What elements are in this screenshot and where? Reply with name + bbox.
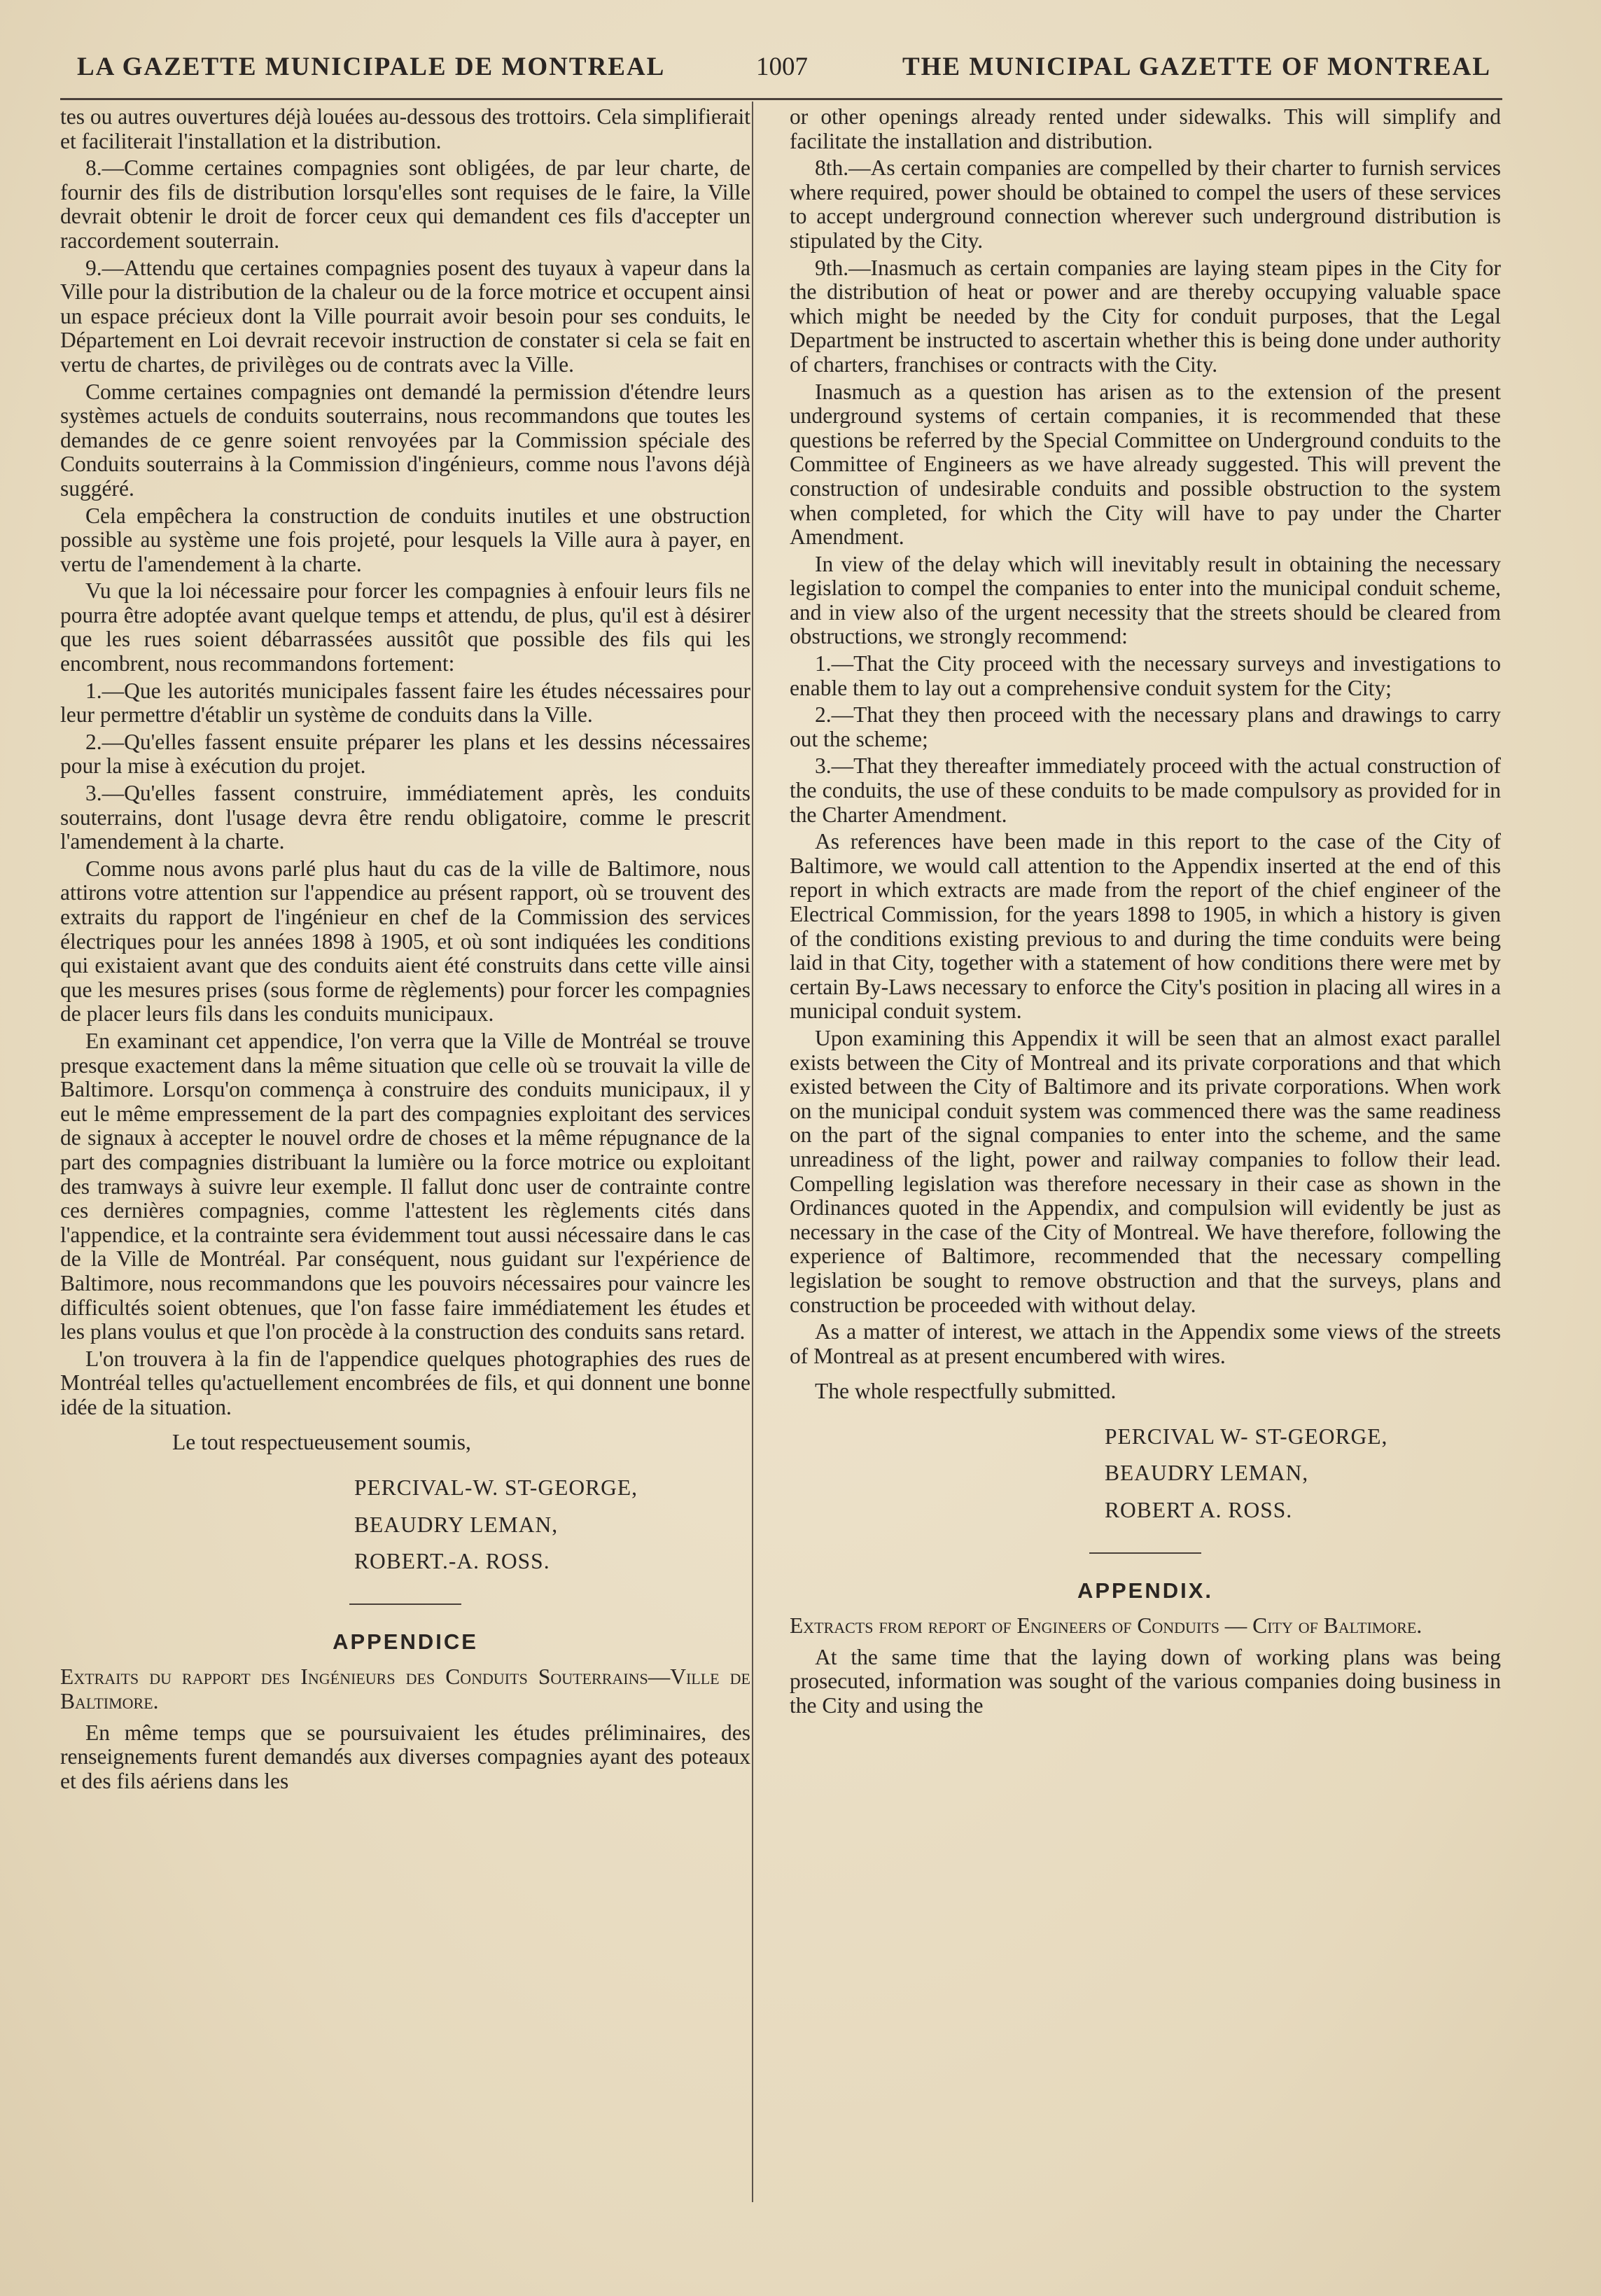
paragraph: Vu que la loi nécessaire pour forcer les compagnies à enfouir leurs fils ne pourra être adoptée avant quelque temps et attendu, de plus, qu'il est à désirer que les rues soient débarrassées aussitôt que possible des fils qui les encombrent, nous recommandons fortement: (60, 578, 750, 676)
header-title-french: LA GAZETTE MUNICIPALE DE MONTREAL (77, 53, 666, 81)
paragraph: 3.—Qu'elles fassent construire, immédiatement après, les conduits souterrains, dont l'usage devra être rendu obligatoire, comme le prescrit l'amendement à la charte. (60, 781, 750, 854)
closing-line: The whole respectfully submitted. (815, 1379, 1117, 1404)
signature: ROBERT.-A. ROSS. (354, 1549, 550, 1574)
paragraph: L'on trouvera à la fin de l'appendice quelques photographies des rues de Montréal telles qu'actuellement encombrées de fils, et qui donnent une bonne idée de la situation. (60, 1346, 750, 1419)
paragraph: 1.—Que les autorités municipales fassent faire les études nécessaires pour leur permettre d'établir un système de conduits dans la Ville. (60, 678, 750, 728)
page-header (77, 46, 1491, 95)
appendix-subtitle: Extraits du rapport des Ingénieurs des Conduits Souterrains—Ville de Baltimore. (60, 1664, 750, 1714)
paragraph: En examinant cet appendice, l'on verra que la Ville de Montréal se trouve presque exactement dans la même situation que celle où se trouvait la ville de Baltimore. Lorsqu'on commença à construire des conduits municipaux, il y eut le même empressement de la part des compagnies exploitant des services de signaux à accepter le nouvel ordre de choses et la même répugnance de la part des compagnies distribuant la lumière ou la force motrice ou exploitant des tramways à suivre leur exemple. Il fallut donc user de contrainte contre ces dernières compagnies, comme l'attestent les règlements cités dans l'appendice, et la contrainte sera évidemment tout aussi nécessaire dans le cas de la Ville de Montréal. Par conséquent, nous guidant sur l'expérience de Baltimore, nous recommandons que les pouvoirs nécessaires pour vaincre les difficultés soient obtenues, que l'on fasse faire immédiatement les études et les plans voulus et que l'on procède à la construction des conduits sans retard. (60, 1028, 750, 1344)
paragraph: Upon examining this Appendix it will be seen that an almost exact parallel exists between the City of Montreal and its private corporations and that which existed between the City of Baltimore and its private corporations. When work on the municipal conduit system was commenced there was the same readiness on the part of the signal companies to enter into the scheme, and the same unreadiness of the light, power and railway companies to follow their lead. Compelling legislation was therefore necessary in their case as shown in the Ordinances quoted in the Appendix, and compulsion will evidently be just as necessary in the case of the City of Montreal. We have therefore, following the experience of Baltimore, recommended that the necessary compelling legislation be sought to remove obstruction and that the surveys, plans and construction be proceeded with without delay. (790, 1025, 1501, 1317)
appendix-title: APPENDICE (333, 1629, 478, 1654)
paragraph: Comme nous avons parlé plus haut du cas de la ville de Baltimore, nous attirons votre attention sur l'appendice au présent rapport, où se trouvent des extraits du rapport de l'ingénieur en chef de la Commission des services électriques pour les années 1898 à 1905, et où sont indiquées les conditions qui existaient avant que des conduits aient été construits dans cette ville ainsi que les mesures prises (sous forme de règlements) pour forcer les compagnies de placer leurs fils dans les conduits municipaux. (60, 856, 750, 1027)
signature: PERCIVAL W- ST-GEORGE, (1105, 1424, 1388, 1449)
signature: BEAUDRY LEMAN, (1105, 1461, 1309, 1486)
paragraph: Cela empêchera la construction de conduits inutiles et une obstruction possible au système une fois projeté, pour lesquels la Ville aura à payer, en vertu de l'amendement à la charte. (60, 503, 750, 576)
paragraph: or other openings already rented under sidewalks. This will simplify and facilitate the installation and distribution. (790, 104, 1501, 153)
appendix-subtitle: Extracts from report of Engineers of Conduits — City of Baltimore. (790, 1613, 1422, 1638)
signature: ROBERT A. ROSS. (1105, 1498, 1293, 1523)
paragraph: 1.—That the City proceed with the necessary surveys and investigations to enable them to lay out a comprehensive conduit system for the City; (790, 651, 1501, 700)
paragraph: 9th.—Inasmuch as certain companies are laying steam pipes in the City for the distribution of heat or power and are thereby occupying valuable space which might be needed by the City for conduit purposes, that the Legal Department be instructed to ascertain whether this is being done under authority of charters, franchises or contracts with the City. (790, 255, 1501, 377)
paragraph: As references have been made in this report to the case of the City of Baltimore, we would call attention to the Appendix inserted at the end of this report in which extracts are made from the report of the chief engineer of the Electrical Commission, for the years 1898 to 1905, in which a history is given of the conditions existing previous to and during the time conduits were being laid in that City, together with a statement of how conditions there were met by certain By-Laws necessary to enforce the City's position in placing all wires in a municipal conduit system. (790, 829, 1501, 1024)
closing-line: Le tout respectueusement soumis, (172, 1430, 471, 1455)
paragraph: 2.—That they then proceed with the necessary plans and drawings to carry out the scheme; (790, 702, 1501, 751)
paragraph: Comme certaines compagnies ont demandé la permission d'étendre leurs systèmes actuels de conduits souterrains, nous recommandons que toutes les demandes de ce genre soient renvoyées par la Commission spéciale des Conduits souterrains à la Commission d'ingénieurs, comme nous l'avons déjà suggéré. (60, 379, 750, 501)
paragraph: En même temps que se poursuivaient les études préliminaires, des renseignements furent demandés aux diverses compagnies ayant des poteaux et des fils aériens dans les (60, 1720, 750, 1793)
paragraph: tes ou autres ouvertures déjà louées au-dessous des trottoirs. Cela simplifierait et faciliterait l'installation et la distribution. (60, 104, 750, 153)
section-rule (349, 1603, 461, 1605)
paragraph: 3.—That they thereafter immediately proceed with the actual construction of the conduits, the use of these conduits to be made compulsory as provided for in the Charter Amendment. (790, 753, 1501, 827)
paragraph: In view of the delay which will inevitably result in obtaining the necessary legislation to compel the companies to enter into the municipal conduit scheme, and in view also of the urgent necessity that the streets should be cleared from obstructions, we strongly recommend: (790, 551, 1501, 649)
signature: BEAUDRY LEMAN, (354, 1512, 559, 1537)
english-column (790, 105, 1501, 1721)
paragraph: As a matter of interest, we attach in the Appendix some views of the streets of Montreal as at present encumbered with wires. (790, 1319, 1501, 1368)
paragraph: 8.—Comme certaines compagnies sont obligées, de par leur charte, de fournir des fils de distribution lorsqu'elles sont requises de le faire, la Ville devrait obtenir le droit de forcer ceux qui demandent ces fils d'accepter un raccordement souterrain. (60, 155, 750, 253)
paragraph: At the same time that the laying down of working plans was being prosecuted, information was sought of the various companies doing business in the City and using the (790, 1644, 1501, 1718)
column-divider (752, 102, 753, 2202)
page-number: 1007 (756, 53, 808, 81)
french-column (60, 105, 750, 1796)
paragraph: 8th.—As certain companies are compelled by their charter to furnish services where required, power should be obtained to compel the users of these services to accept underground connection wherever such underground distribution is stipulated by the City. (790, 155, 1501, 253)
header-title-english: THE MUNICIPAL GAZETTE OF MONTREAL (902, 53, 1491, 81)
signature: PERCIVAL-W. ST-GEORGE, (354, 1475, 638, 1501)
paragraph: 2.—Qu'elles fassent ensuite préparer les plans et les dessins nécessaires pour la mise à exécution du projet. (60, 729, 750, 779)
paragraph: Inasmuch as a question has arisen as to the extension of the present underground systems of certain companies, it is recommended that these questions be referred by the Special Committee on Underground conduits to the Committee of Engineers as we have already suggested. This will prevent the construction of undesirable conduits and possible obstruction to the system when completed, for which the City will have to pay under the Charter Amendment. (790, 379, 1501, 550)
paragraph: 9.—Attendu que certaines compagnies posent des tuyaux à vapeur dans la Ville pour la distribution de la chaleur ou de la force motrice et occupent ainsi un espace précieux dont la Ville pourrait avoir besoin pour ses conduits, le Département en Loi devrait recevoir instruction de constater si cela se fait en vertu de chartes, de privilèges ou de contrats avec la Ville. (60, 255, 750, 377)
header-rule (60, 98, 1502, 100)
appendix-title: APPENDIX. (1077, 1578, 1214, 1603)
section-rule (1089, 1552, 1201, 1554)
